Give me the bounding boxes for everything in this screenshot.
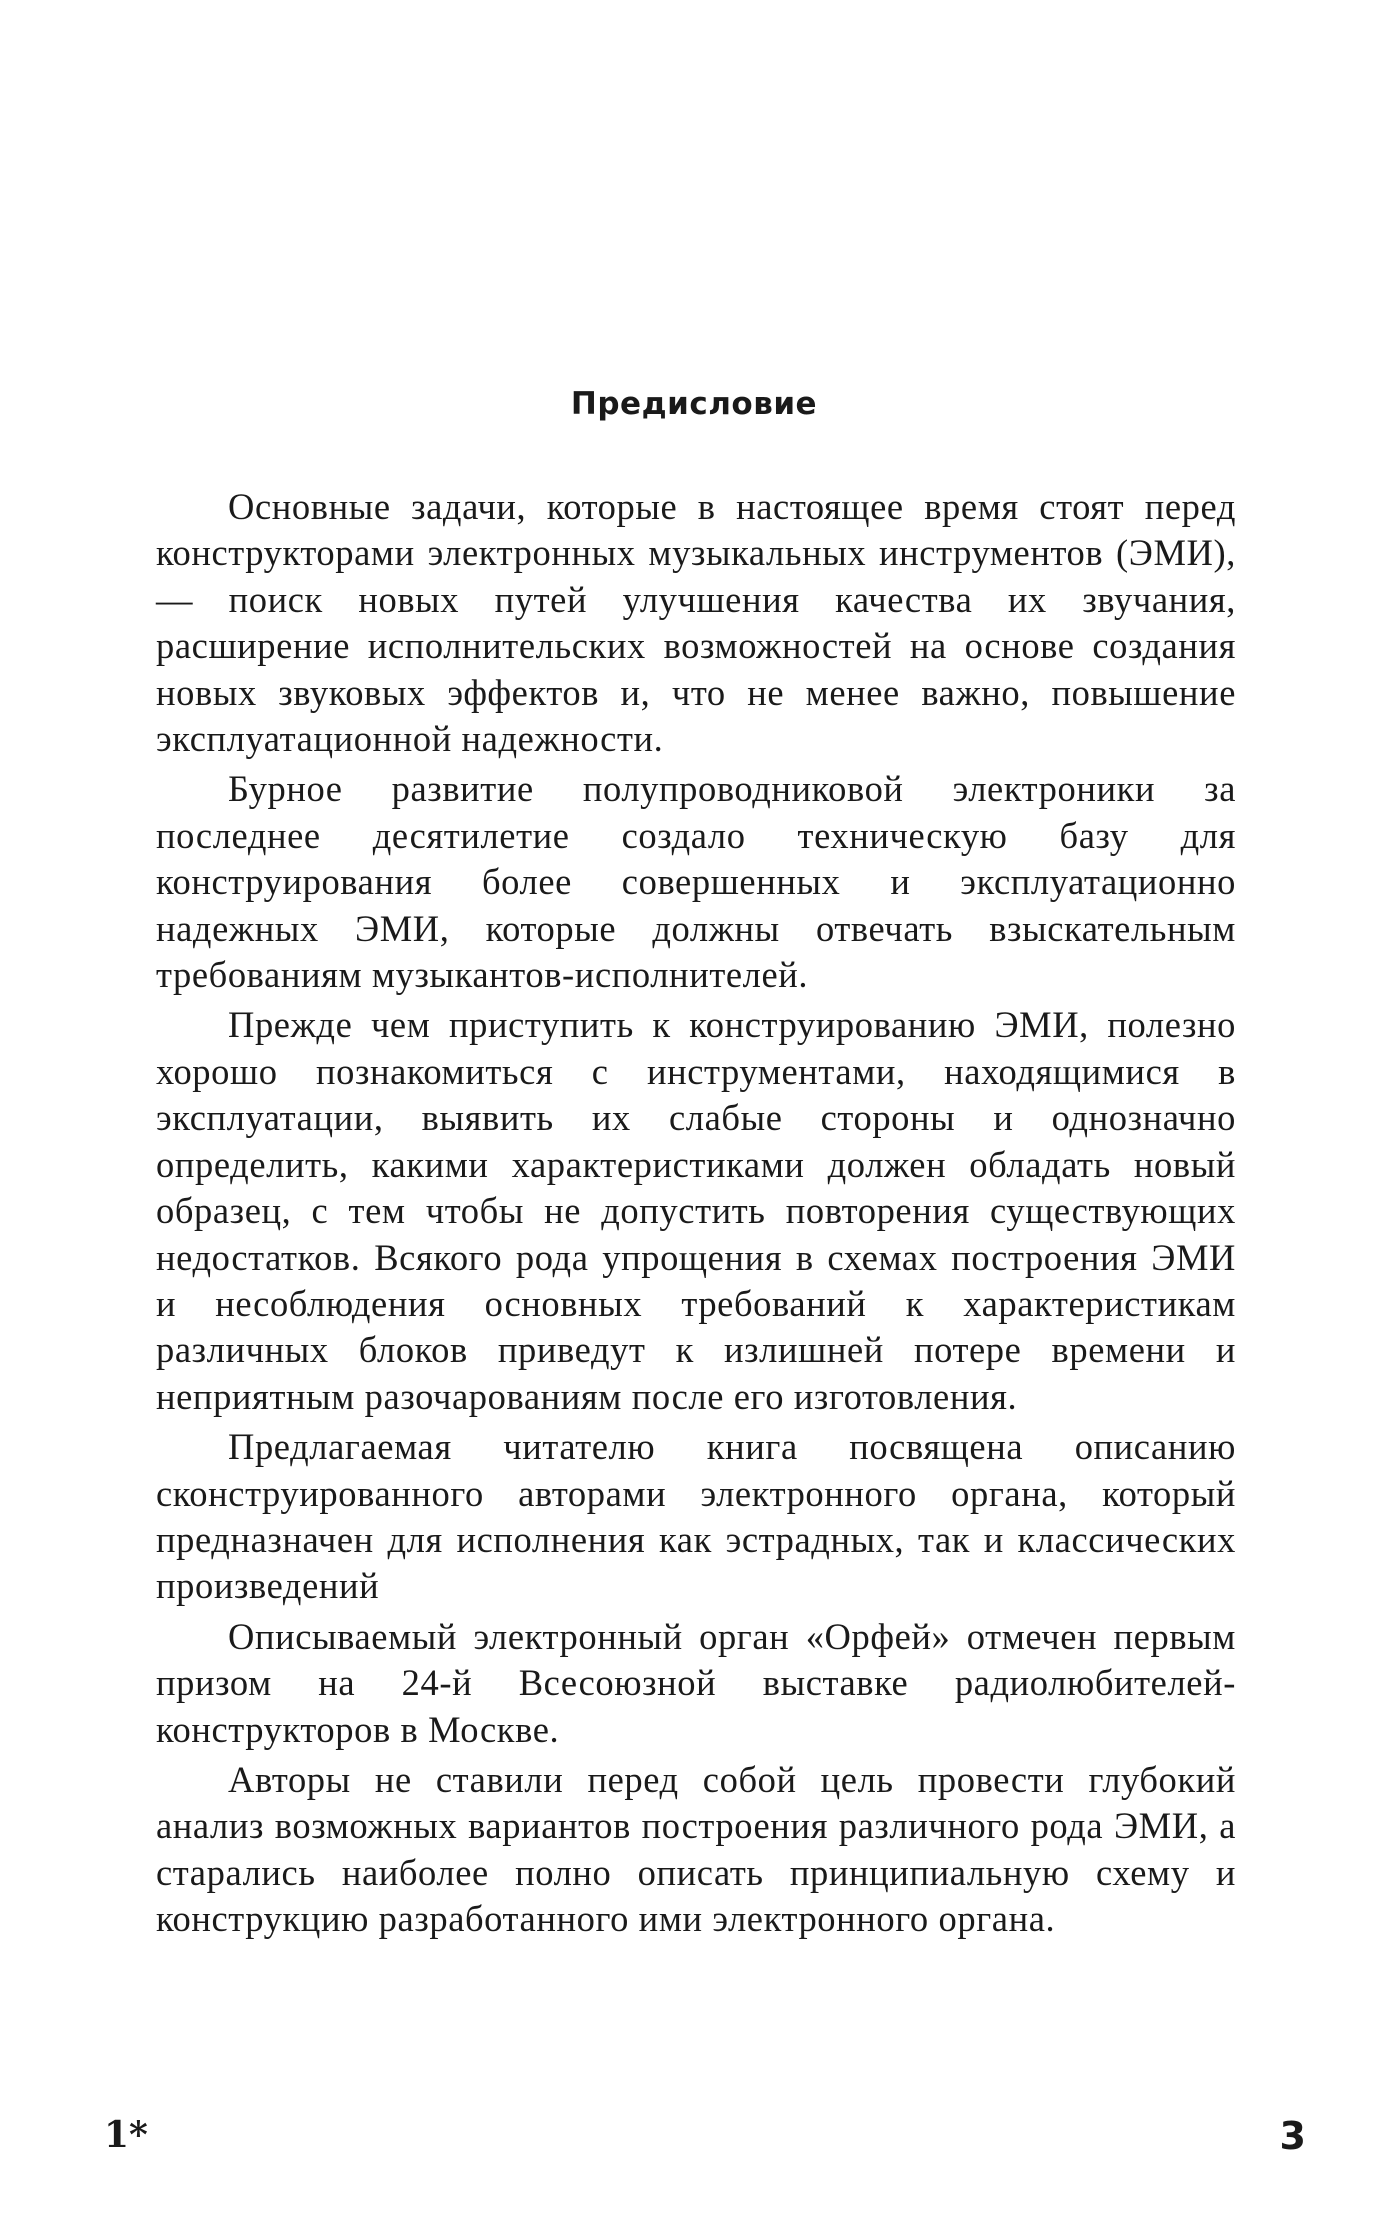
paragraph: Описываемый электронный орган «Орфей» отмечен первым призом на 24-й Всесоюзной выставке радиолюбителей-конструкторов в Москве. xyxy=(156,1615,1236,1750)
signature-mark: 1* xyxy=(104,2114,148,2156)
paragraph: Предлагаемая читателю книга посвящена описанию сконструированного авторами электронного органа, который предназначен для исполнения как эстрадных, так и классических произведений xyxy=(156,1426,1236,1607)
paragraph: Прежде чем приступить к конструированию ЭМИ, полезно хорошо познакомиться с инструментами, находящимися в эксплуатации, выявить их слабые стороны и однозначно определить, какими характеристиками должен обладать новый образец, с тем чтобы не допустить повторения существующих недостатков. Всякого рода упрощения в схемах построения ЭМИ и несоблюдения основных требований к характеристикам различных блоков приведут к излишней потере времени и неприятным разочарованиям после его изготовления. xyxy=(156,1004,1236,1417)
paragraph: Основные задачи, которые в настоящее время стоят перед конструкторами электронных музыкальных инструментов (ЭМИ),— поиск новых путей улучшения качества их звучания, расширение исполнительских возможностей на основе создания новых звуковых эффектов и, что не менее важно, повышение эксплуатационной надежности. xyxy=(156,486,1236,760)
body-text xyxy=(156,484,1236,1947)
page-title: Предисловие xyxy=(570,386,818,422)
page-number: 3 xyxy=(1279,2114,1306,2158)
paragraph: Авторы не ставили перед собой цель провести глубокий анализ возможных вариантов построения различного рода ЭМИ, а старались наиболее полно описать принципиальную схему и конструкцию разработанного ими электронного органа. xyxy=(156,1758,1236,1940)
paragraph: Бурное развитие полупроводниковой электроники за последнее десятилетие создало техническую базу для конструирования более совершенных и эксплуатационно надежных ЭМИ, которые должны отвечать взыскательным требованиям музыкантов-исполнителей. xyxy=(156,768,1236,996)
